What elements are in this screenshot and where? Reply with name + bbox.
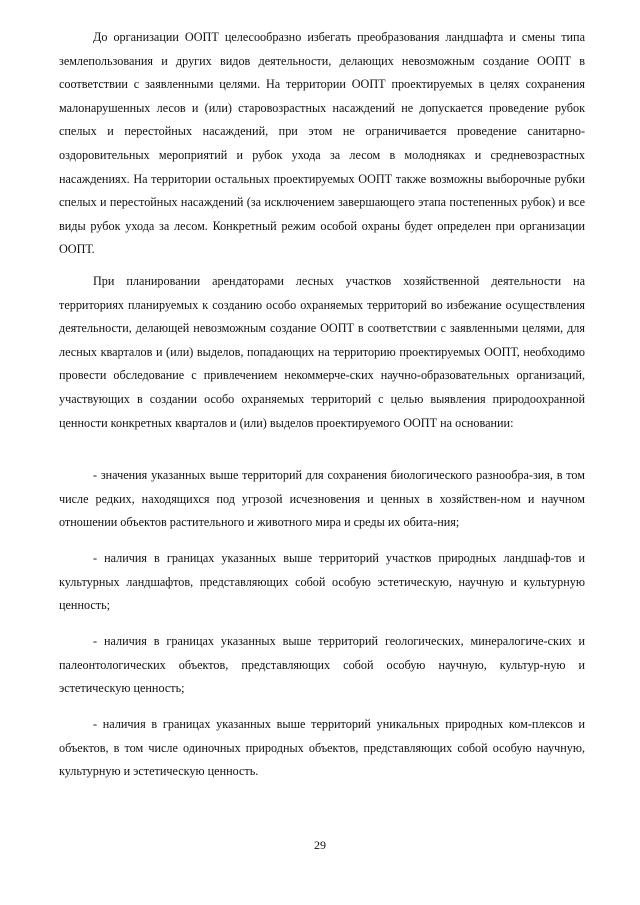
paragraph-tenant-planning: При планировании арендаторами лесных участков хозяйственной деятельности на территориях планируемых к созданию особо охраняемых территорий во избежание осуществления деятельности, делающей невозможным создание ООПТ в соответствии с заявленными целями, для лесных кварталов и (или) выделов, попадающих на территорию проектируемых ООПТ, необходимо провести обследование с привлечением некоммерче-ских научно-образовательных организаций, участвующих в создании особо охраняемых территорий с целью выявления природоохранной ценности конкретных кварталов и (или) выделов проектируемого ООПТ на основании: (59, 274, 585, 430)
list-item-geological-objects: - наличия в границах указанных выше территорий геологических, минералогиче-ских и палеонтологических объектов, представляющих собой особую научную, культур-ную и эстетическую ценность; (59, 634, 585, 696)
paragraph-oopt-pre-organization: До организации ООПТ целесообразно избегать преобразования ландшафта и смены типа землепользования и других видов деятельности, делающих невозможным создание ООПТ в соответствии с заявленными целями. На территории ООПТ проектируемых в целях сохранения малонарушенных лесов и (или) старовозрастных насаждений не допускается проведение рубок спелых и перестойных насаждений, при этом не ограничивается проведение санитарно-оздоровительных мероприятий и рубок ухода за лесом в молодняках и средневозрастных насаждениях. На территории остальных проектируемых ООПТ также возможны выборочные рубки спелых и перестойных насаждений (за исключением завершающего этапа постепенных рубок) и все виды рубок ухода за лесом. Конкретный режим особой охраны будет определен при организации ООПТ. (59, 30, 585, 257)
page-number: 29 (314, 838, 326, 852)
list-item-landscapes: - наличия в границах указанных выше территорий участков природных ландшаф-тов и культурных ландшафтов, представляющих собой особую эстетическую, научную и культурную ценность; (59, 551, 585, 613)
list-item-natural-complexes: - наличия в границах указанных выше территорий уникальных природных ком-плексов и объектов, в том числе одиночных природных объектов, представляющих собой особую научную, культурную и эстетическую ценность. (59, 717, 585, 779)
list-item-biodiversity: - значения указанных выше территорий для сохранения биологического разнообра-зия, в том числе редких, находящихся под угрозой исчезновения и ценных в хозяйствен-ном и научном отношении объектов растительного и животного мира и среды их обита-ния; (59, 468, 585, 530)
